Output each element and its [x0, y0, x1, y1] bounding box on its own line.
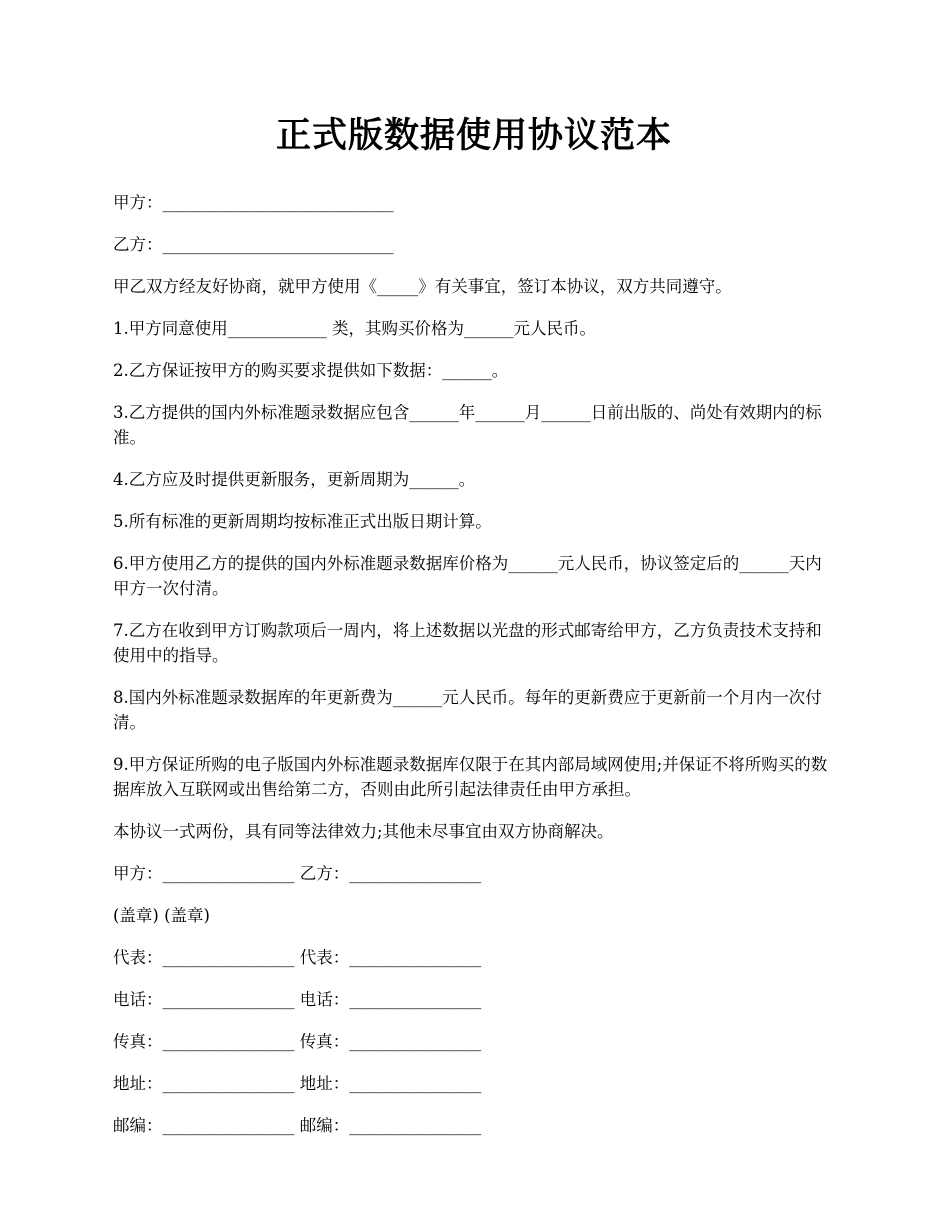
preamble-paragraph: 甲乙双方经友好协商，就甲方使用《_____》有关事宜，签订本协议，双方共同遵守。 — [113, 277, 732, 296]
clause-5: 5.所有标准的更新周期均按标准正式出版日期计算。 — [113, 512, 492, 531]
address-line: 地址：________________ 地址：________________ — [113, 1074, 482, 1093]
clause-1: 1.甲方同意使用____________ 类，其购买价格为______元人民币。 — [113, 319, 596, 338]
closing-paragraph: 本协议一式两份，具有同等法律效力;其他未尽事宜由双方协商解决。 — [113, 822, 614, 841]
party-b-line: 乙方：____________________________ — [113, 235, 394, 254]
signature-parties-line: 甲方：________________ 乙方：________________ — [113, 864, 482, 883]
clause-9: 9.甲方保证所购的电子版国内外标准题录数据库仅限于在其内部局域网使用;并保证不将所购买的数据库放入互联网或出售给第二方，否则由此所引起法律责任由甲方承担。 — [113, 755, 828, 799]
clause-3: 3.乙方提供的国内外标准题录数据应包含______年______月______日前出版的、尚处有效期内的标准。 — [113, 403, 822, 447]
clause-4: 4.乙方应及时提供更新服务，更新周期为______。 — [113, 470, 476, 489]
document-title: 正式版数据使用协议范本 — [275, 115, 672, 156]
phone-line: 电话：________________ 电话：________________ — [113, 990, 482, 1009]
fax-line: 传真：________________ 传真：________________ — [113, 1032, 482, 1051]
seal-line: (盖章) (盖章) — [113, 906, 210, 925]
clause-7: 7.乙方在收到甲方订购款项后一周内，将上述数据以光盘的形式邮寄给甲方，乙方负责技术支持和使用中的指导。 — [113, 621, 822, 665]
representative-line: 代表：________________ 代表：________________ — [113, 948, 482, 967]
clause-2: 2.乙方保证按甲方的购买要求提供如下数据：______。 — [113, 361, 509, 380]
postcode-line: 邮编：________________ 邮编：________________ — [113, 1116, 482, 1135]
party-a-line: 甲方：____________________________ — [113, 193, 394, 212]
clause-8: 8.国内外标准题录数据库的年更新费为______元人民币。每年的更新费应于更新前一个月内一次付清。 — [113, 688, 822, 732]
clause-6: 6.甲方使用乙方的提供的国内外标准题录数据库价格为______元人民币，协议签定后的______天内甲方一次付清。 — [113, 554, 822, 598]
